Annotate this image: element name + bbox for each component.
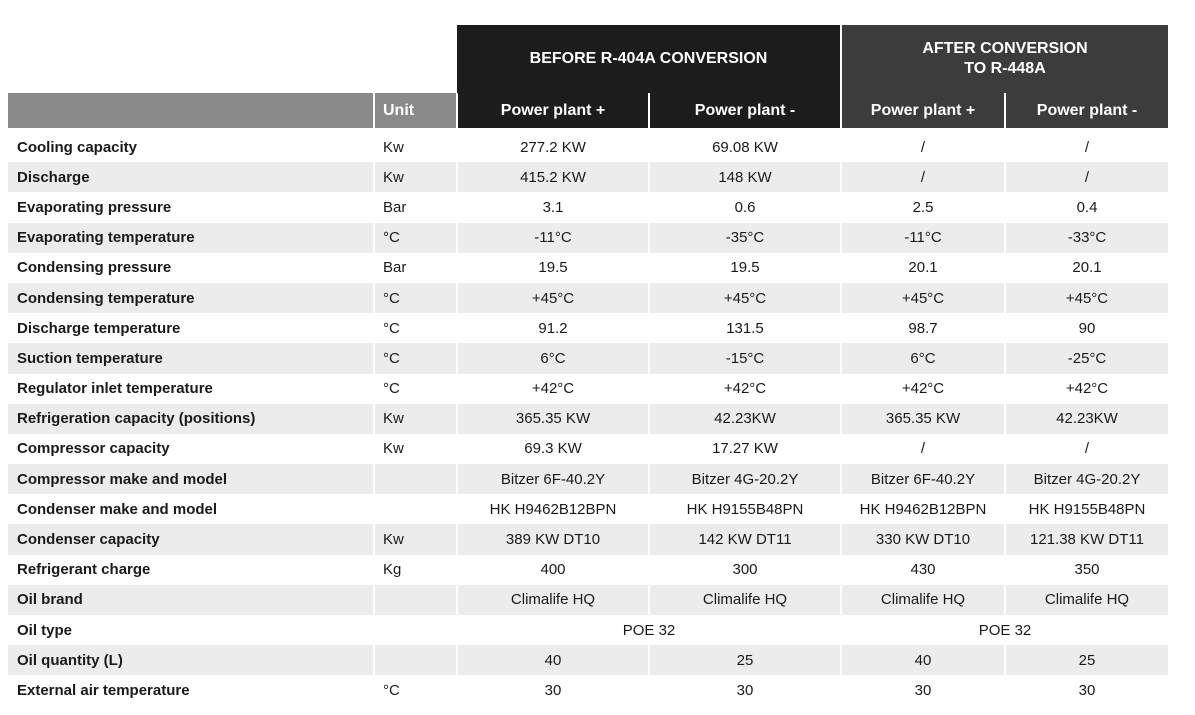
column-header-row bbox=[8, 93, 1168, 128]
row-unit: Kw bbox=[374, 132, 457, 162]
row-value-after-minus: 20.1 bbox=[1005, 253, 1168, 283]
row-value-before-plus: 69.3 KW bbox=[457, 434, 649, 464]
row-value-before-minus: -35°C bbox=[649, 223, 841, 253]
row-value-after-minus: HK H9155B48PN bbox=[1005, 494, 1168, 524]
row-value-before-minus: +45°C bbox=[649, 283, 841, 313]
row-unit: Kw bbox=[374, 524, 457, 554]
row-unit: Bar bbox=[374, 192, 457, 222]
row-parameter: Discharge temperature bbox=[8, 313, 374, 343]
table-row bbox=[8, 404, 1168, 434]
conversion-comparison-table bbox=[8, 25, 1168, 706]
row-unit bbox=[374, 645, 457, 675]
row-value-after-minus: 90 bbox=[1005, 313, 1168, 343]
row-parameter: Condensing temperature bbox=[8, 283, 374, 313]
column-header-before-plus: Power plant + bbox=[457, 93, 649, 128]
row-value-after-minus: +42°C bbox=[1005, 374, 1168, 404]
row-value-before-minus: 131.5 bbox=[649, 313, 841, 343]
row-parameter: Condenser capacity bbox=[8, 524, 374, 554]
row-value-after-plus: 330 KW DT10 bbox=[841, 524, 1005, 554]
column-header-after-plus: Power plant + bbox=[841, 93, 1005, 128]
column-header-parameter bbox=[8, 93, 374, 128]
table-row bbox=[8, 464, 1168, 494]
column-header-unit: Unit bbox=[374, 93, 457, 128]
row-value-after-minus: +45°C bbox=[1005, 283, 1168, 313]
row-value-after-merged: POE 32 bbox=[841, 615, 1168, 645]
row-value-after-plus: / bbox=[841, 434, 1005, 464]
row-unit bbox=[374, 464, 457, 494]
row-value-after-plus: HK H9462B12BPN bbox=[841, 494, 1005, 524]
row-parameter: Cooling capacity bbox=[8, 132, 374, 162]
row-value-after-plus: +45°C bbox=[841, 283, 1005, 313]
row-unit bbox=[374, 585, 457, 615]
row-unit bbox=[374, 615, 457, 645]
row-value-before-plus: -11°C bbox=[457, 223, 649, 253]
column-header-after-minus: Power plant - bbox=[1005, 93, 1168, 128]
table-body bbox=[8, 132, 1168, 706]
row-parameter: Condenser make and model bbox=[8, 494, 374, 524]
row-parameter: Condensing pressure bbox=[8, 253, 374, 283]
row-parameter: Compressor make and model bbox=[8, 464, 374, 494]
row-value-after-plus: / bbox=[841, 162, 1005, 192]
row-value-after-plus: 2.5 bbox=[841, 192, 1005, 222]
table-row bbox=[8, 162, 1168, 192]
row-value-after-minus: Bitzer 4G-20.2Y bbox=[1005, 464, 1168, 494]
table-row bbox=[8, 343, 1168, 373]
row-value-after-minus: -33°C bbox=[1005, 223, 1168, 253]
row-value-before-minus: 142 KW DT11 bbox=[649, 524, 841, 554]
row-value-before-plus: +42°C bbox=[457, 374, 649, 404]
group-header-blank bbox=[8, 25, 457, 93]
table-row bbox=[8, 313, 1168, 343]
row-value-after-minus: 121.38 KW DT11 bbox=[1005, 524, 1168, 554]
row-unit: Kw bbox=[374, 404, 457, 434]
row-value-before-minus: 148 KW bbox=[649, 162, 841, 192]
row-unit: Kw bbox=[374, 162, 457, 192]
table-row bbox=[8, 253, 1168, 283]
row-value-before-plus: 6°C bbox=[457, 343, 649, 373]
table-row bbox=[8, 192, 1168, 222]
table-row bbox=[8, 223, 1168, 253]
row-value-after-plus: -11°C bbox=[841, 223, 1005, 253]
row-parameter: Evaporating pressure bbox=[8, 192, 374, 222]
table-row bbox=[8, 434, 1168, 464]
row-value-after-plus: / bbox=[841, 132, 1005, 162]
row-unit: °C bbox=[374, 223, 457, 253]
row-value-after-minus: / bbox=[1005, 434, 1168, 464]
row-value-before-plus: 400 bbox=[457, 555, 649, 585]
group-after-label-line1: AFTER CONVERSION bbox=[922, 40, 1088, 57]
row-value-after-plus: 20.1 bbox=[841, 253, 1005, 283]
row-parameter: Regulator inlet temperature bbox=[8, 374, 374, 404]
row-value-before-plus: Bitzer 6F-40.2Y bbox=[457, 464, 649, 494]
row-value-before-plus: 30 bbox=[457, 675, 649, 705]
row-value-before-plus: +45°C bbox=[457, 283, 649, 313]
row-unit bbox=[374, 494, 457, 524]
row-value-after-plus: 30 bbox=[841, 675, 1005, 705]
row-value-before-minus: Bitzer 4G-20.2Y bbox=[649, 464, 841, 494]
row-parameter: Suction temperature bbox=[8, 343, 374, 373]
row-unit: °C bbox=[374, 343, 457, 373]
row-parameter: Refrigerant charge bbox=[8, 555, 374, 585]
column-header-before-minus: Power plant - bbox=[649, 93, 841, 128]
row-value-after-plus: 40 bbox=[841, 645, 1005, 675]
row-value-before-minus: HK H9155B48PN bbox=[649, 494, 841, 524]
row-value-before-plus: 3.1 bbox=[457, 192, 649, 222]
row-value-after-minus: / bbox=[1005, 132, 1168, 162]
row-value-before-plus: 365.35 KW bbox=[457, 404, 649, 434]
row-value-before-plus: 415.2 KW bbox=[457, 162, 649, 192]
row-unit: °C bbox=[374, 374, 457, 404]
row-parameter: Oil quantity (L) bbox=[8, 645, 374, 675]
row-value-before-minus: 17.27 KW bbox=[649, 434, 841, 464]
table-row bbox=[8, 645, 1168, 675]
table-row bbox=[8, 555, 1168, 585]
group-header-before bbox=[457, 25, 841, 93]
row-value-after-minus: 25 bbox=[1005, 645, 1168, 675]
row-unit: °C bbox=[374, 313, 457, 343]
group-before-label: BEFORE R-404A CONVERSION bbox=[529, 50, 768, 67]
row-parameter: External air temperature bbox=[8, 675, 374, 705]
row-value-before-plus: 91.2 bbox=[457, 313, 649, 343]
table-row bbox=[8, 132, 1168, 162]
row-value-before-minus: 30 bbox=[649, 675, 841, 705]
row-value-after-minus: Climalife HQ bbox=[1005, 585, 1168, 615]
row-value-after-minus: -25°C bbox=[1005, 343, 1168, 373]
row-value-after-minus: 42.23KW bbox=[1005, 404, 1168, 434]
row-value-before-minus: -15°C bbox=[649, 343, 841, 373]
row-value-after-plus: Bitzer 6F-40.2Y bbox=[841, 464, 1005, 494]
table-row bbox=[8, 585, 1168, 615]
row-parameter: Oil brand bbox=[8, 585, 374, 615]
row-value-after-plus: Climalife HQ bbox=[841, 585, 1005, 615]
row-parameter: Discharge bbox=[8, 162, 374, 192]
row-value-before-minus: Climalife HQ bbox=[649, 585, 841, 615]
row-value-before-minus: 42.23KW bbox=[649, 404, 841, 434]
row-value-before-plus: Climalife HQ bbox=[457, 585, 649, 615]
row-value-after-minus: 30 bbox=[1005, 675, 1168, 705]
group-header-row bbox=[8, 25, 1168, 93]
row-value-after-minus: / bbox=[1005, 162, 1168, 192]
row-value-before-minus: 19.5 bbox=[649, 253, 841, 283]
group-after-label-line2: TO R-448A bbox=[964, 60, 1046, 77]
row-value-after-plus: 365.35 KW bbox=[841, 404, 1005, 434]
group-header-after bbox=[841, 25, 1168, 93]
row-value-before-merged: POE 32 bbox=[457, 615, 841, 645]
row-value-after-plus: 98.7 bbox=[841, 313, 1005, 343]
table-row bbox=[8, 374, 1168, 404]
table-row bbox=[8, 283, 1168, 313]
row-value-after-plus: 430 bbox=[841, 555, 1005, 585]
row-value-after-minus: 0.4 bbox=[1005, 192, 1168, 222]
row-value-before-plus: 277.2 KW bbox=[457, 132, 649, 162]
row-value-before-minus: 69.08 KW bbox=[649, 132, 841, 162]
row-parameter: Oil type bbox=[8, 615, 374, 645]
row-unit: Kg bbox=[374, 555, 457, 585]
row-unit: Kw bbox=[374, 434, 457, 464]
row-parameter: Evaporating temperature bbox=[8, 223, 374, 253]
table-row bbox=[8, 675, 1168, 705]
row-unit: °C bbox=[374, 675, 457, 705]
row-value-before-minus: 25 bbox=[649, 645, 841, 675]
table-row bbox=[8, 615, 1168, 645]
row-value-before-minus: +42°C bbox=[649, 374, 841, 404]
row-value-before-minus: 0.6 bbox=[649, 192, 841, 222]
row-value-after-plus: +42°C bbox=[841, 374, 1005, 404]
table-row bbox=[8, 524, 1168, 554]
table-row bbox=[8, 494, 1168, 524]
row-unit: °C bbox=[374, 283, 457, 313]
row-value-before-plus: 389 KW DT10 bbox=[457, 524, 649, 554]
row-value-before-plus: 40 bbox=[457, 645, 649, 675]
row-parameter: Compressor capacity bbox=[8, 434, 374, 464]
row-unit: Bar bbox=[374, 253, 457, 283]
row-value-after-plus: 6°C bbox=[841, 343, 1005, 373]
row-parameter: Refrigeration capacity (positions) bbox=[8, 404, 374, 434]
row-value-before-plus: HK H9462B12BPN bbox=[457, 494, 649, 524]
row-value-before-minus: 300 bbox=[649, 555, 841, 585]
row-value-after-minus: 350 bbox=[1005, 555, 1168, 585]
row-value-before-plus: 19.5 bbox=[457, 253, 649, 283]
